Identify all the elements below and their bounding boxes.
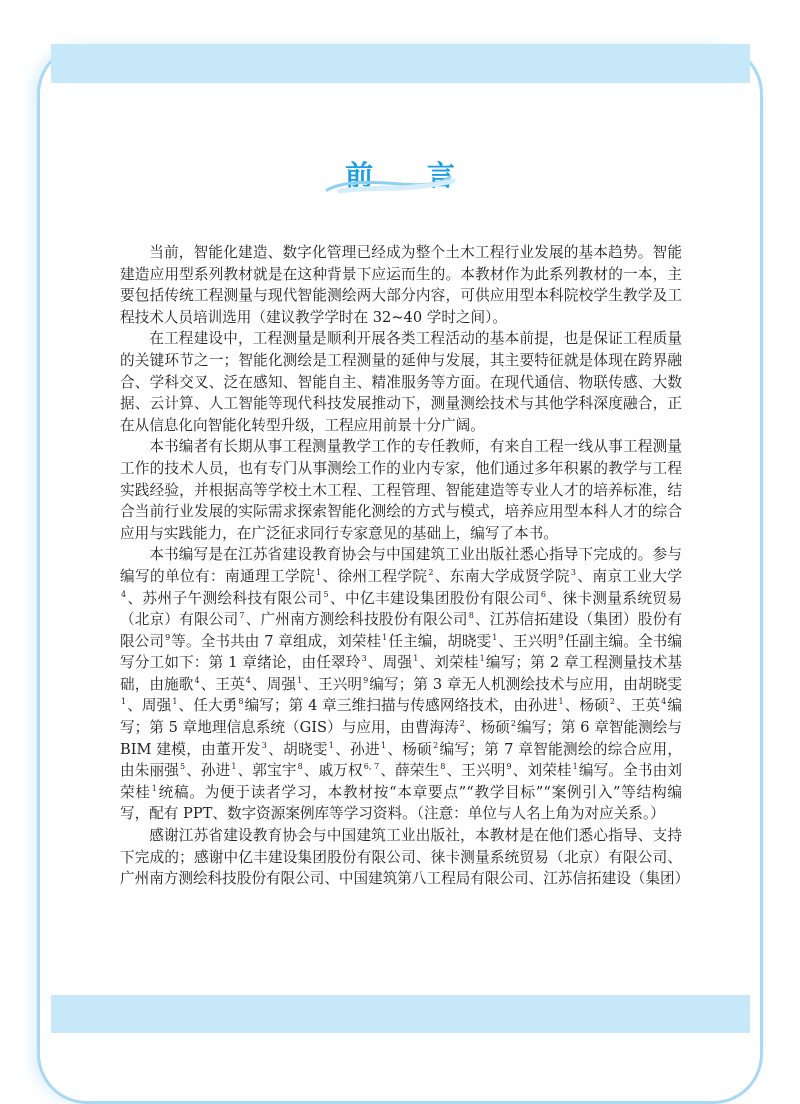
text-segment: 任主编，胡晓雯 xyxy=(388,632,492,650)
text-segment: 、王兴明 xyxy=(498,632,558,650)
text-segment: 本书编写是在江苏省建设教育协会与中国建筑工业出版社悉心指导下完成的。参与编写的单位有：南通理工学院 xyxy=(120,546,682,585)
text-segment: 、广州南方测绘科技股份有限公司 xyxy=(245,611,468,629)
affiliation-superscript: 7 xyxy=(239,611,245,621)
affiliation-superscript: 9 xyxy=(558,632,564,642)
affiliation-superscript: 8 xyxy=(238,697,244,707)
affiliation-superscript: 6, 7 xyxy=(363,762,380,772)
paragraph xyxy=(120,328,682,436)
text-segment: 、刘荣桂 xyxy=(419,654,479,672)
text-segment: 、王兴明 xyxy=(303,675,363,693)
text-segment: 、戚万权 xyxy=(303,762,363,780)
affiliation-superscript: 1 xyxy=(121,697,127,707)
affiliation-superscript: 3 xyxy=(361,654,367,664)
affiliation-superscript: 6 xyxy=(540,589,546,599)
footer-band xyxy=(51,995,750,1033)
affiliation-superscript: 2 xyxy=(433,740,439,750)
text-segment: 、王英 xyxy=(200,675,245,693)
text-segment: 、孙进 xyxy=(186,762,231,780)
affiliation-superscript: 1 xyxy=(413,654,419,664)
affiliation-superscript: 2 xyxy=(428,567,434,577)
affiliation-superscript: 9 xyxy=(506,762,512,772)
affiliation-superscript: 1 xyxy=(172,697,178,707)
affiliation-superscript: 3 xyxy=(570,567,576,577)
text-segment: 编写；第 6 章智能测绘与 BIM 建模，由董开发 xyxy=(120,719,682,758)
affiliation-superscript: 2 xyxy=(609,697,615,707)
text-segment: 等。全书共由 7 章组成，刘荣桂 xyxy=(171,632,382,650)
affiliation-superscript: 8 xyxy=(297,762,303,772)
text-segment: 编写；第 5 章地理信息系统（GIS）与应用，由曹海涛 xyxy=(120,697,682,737)
text-segment: 统稿。为便于读者学习，本教材按“本章要点”“教学目标”“案例引入”等结构编写，配有 PPT、数字资源案例库等学习资料。（注意：单位与人名上角为对应关系。） xyxy=(120,783,682,823)
text-segment: 在工程建设中，工程测量是顺利开展各类工程活动的基本前提，也是保证工程质量的关键环节之一；智能化测绘是工程测量的延伸与发展，其主要特征就是体现在跨界融合、学科交叉、泛在感知、智能自主、精准服务等方面。在现代通信、物联传感、大数据、云计算、人工智能等现代科技发展推动下，测量测绘技术与其他学科深度融合，正在从信息化向智能化转型升级，工程应用前景十分广阔。 xyxy=(120,330,682,434)
affiliation-superscript: 3 xyxy=(261,740,267,750)
text-segment: 编写；第 3 章无人机测绘技术与应用，由胡晓雯 xyxy=(369,675,682,693)
affiliation-superscript: 1 xyxy=(151,783,157,793)
text-segment: 、孙进 xyxy=(334,740,380,758)
text-segment: 、徕卡测量系统贸易（北京）有限公司 xyxy=(120,589,682,629)
text-segment: 、江苏信拓建设（集团）股份有限公司 xyxy=(120,611,682,650)
affiliation-superscript: 4 xyxy=(194,675,200,685)
affiliation-superscript: 1 xyxy=(297,675,303,685)
text-segment: 、徐州工程学院 xyxy=(322,567,428,585)
paragraph xyxy=(120,544,682,825)
wave-decoration-icon xyxy=(325,172,460,194)
text-segment: 、郭宝宇 xyxy=(237,762,297,780)
paragraph xyxy=(120,825,690,890)
affiliation-superscript: 8 xyxy=(468,611,474,621)
affiliation-superscript: 2 xyxy=(510,719,516,729)
affiliation-superscript: 5 xyxy=(179,762,186,772)
affiliation-superscript: 4 xyxy=(245,675,251,685)
text-segment: 、王兴明 xyxy=(446,762,506,780)
text-segment: 、薛荣生 xyxy=(380,762,440,780)
page-title: 前 言 xyxy=(345,158,477,192)
paragraph xyxy=(120,242,682,328)
header-band xyxy=(51,44,750,83)
text-segment: 编写。全书由刘荣桂 xyxy=(120,762,682,801)
affiliation-superscript: 4 xyxy=(121,589,127,599)
text-segment: 当前，智能化建造、数字化管理已经成为整个土木工程行业发展的基本趋势。智能建造应用型系列教材就是在这种背景下应运而生的。本教材作为此系列教材的一本，主要包括传统工程测量与现代智能测绘两大部分内容，可供应用型本科院校学生教学及工程技术人员培训选用（建议教学学时在 32~40 学时之间）。 xyxy=(120,244,682,326)
affiliation-superscript: 5 xyxy=(323,589,329,599)
text-segment: 、任大勇 xyxy=(178,697,238,715)
text-segment: 编写；第 4 章三维扫描与传感网络技术，由孙进 xyxy=(244,697,558,715)
text-segment: 、东南大学成贤学院 xyxy=(434,567,570,585)
affiliation-superscript: 1 xyxy=(572,762,578,772)
affiliation-superscript: 8 xyxy=(440,762,446,772)
text-segment: 任副主编。全书编写分工如下：第 1 章绪论，由任翠玲 xyxy=(120,632,682,672)
text-segment: 、周强 xyxy=(251,675,297,693)
affiliation-superscript: 1 xyxy=(558,697,564,707)
text-segment: 、王英 xyxy=(615,697,661,715)
paragraph xyxy=(120,436,682,544)
text-segment: 、杨硕 xyxy=(564,697,609,715)
text-segment: 、南京工业大学 xyxy=(576,567,682,585)
affiliation-superscript: 9 xyxy=(363,675,369,685)
affiliation-superscript: 1 xyxy=(315,567,322,577)
text-segment: 感谢江苏省建设教育协会与中国建筑工业出版社，本教材是在他们悉心指导、支持下完成的；感谢中亿丰建设集团股份有限公司、徕卡测量系统贸易（北京）有限公司、广州南方测绘科技股份有限公司、中国建筑第八工程局有限公司、江苏信拓建设（集团） xyxy=(120,827,690,888)
text-segment: 、胡晓雯 xyxy=(267,740,328,758)
text-segment: 、杨硕 xyxy=(465,719,510,737)
affiliation-superscript: 1 xyxy=(328,740,334,750)
text-segment: 本书编者有长期从事工程测量教学工作的专任教师，有来自工程一线从事工程测量工作的技术人员，也有专门从事测绘工作的业内专家，他们通过多年积累的教学与工程实践经验，并根据高等学校土木工程、工程管理、智能建造等专业人才的培养标准，结合当前行业发展的实际需求探索智能化测绘的方式与模式，培养应用型本科人才的综合应用与实践能力，在广泛征求同行专家意见的基础上，编写了本书。 xyxy=(120,438,682,542)
affiliation-superscript: 1 xyxy=(380,740,387,750)
affiliation-superscript: 4 xyxy=(661,697,667,707)
affiliation-superscript: 1 xyxy=(231,762,237,772)
affiliation-superscript: 1 xyxy=(492,632,498,642)
text-segment: 、杨硕 xyxy=(387,740,433,758)
text-segment: 、苏州子午测绘科技有限公司 xyxy=(127,589,323,607)
affiliation-superscript: 2 xyxy=(459,719,465,729)
affiliation-superscript: 9 xyxy=(165,632,171,642)
text-segment: 、周强 xyxy=(367,654,413,672)
text-segment: 编写；第 7 章智能测绘的综合应用，由朱丽强 xyxy=(120,740,682,780)
text-segment: 、中亿丰建设集团股份有限公司 xyxy=(329,589,540,607)
affiliation-superscript: 1 xyxy=(382,632,388,642)
text-segment: 编写；第 2 章工程测量技术基础，由施歌 xyxy=(120,654,682,693)
preface-body xyxy=(120,242,690,890)
affiliation-superscript: 1 xyxy=(479,654,485,664)
text-segment: 、刘荣桂 xyxy=(512,762,572,780)
text-segment: 、周强 xyxy=(127,697,172,715)
